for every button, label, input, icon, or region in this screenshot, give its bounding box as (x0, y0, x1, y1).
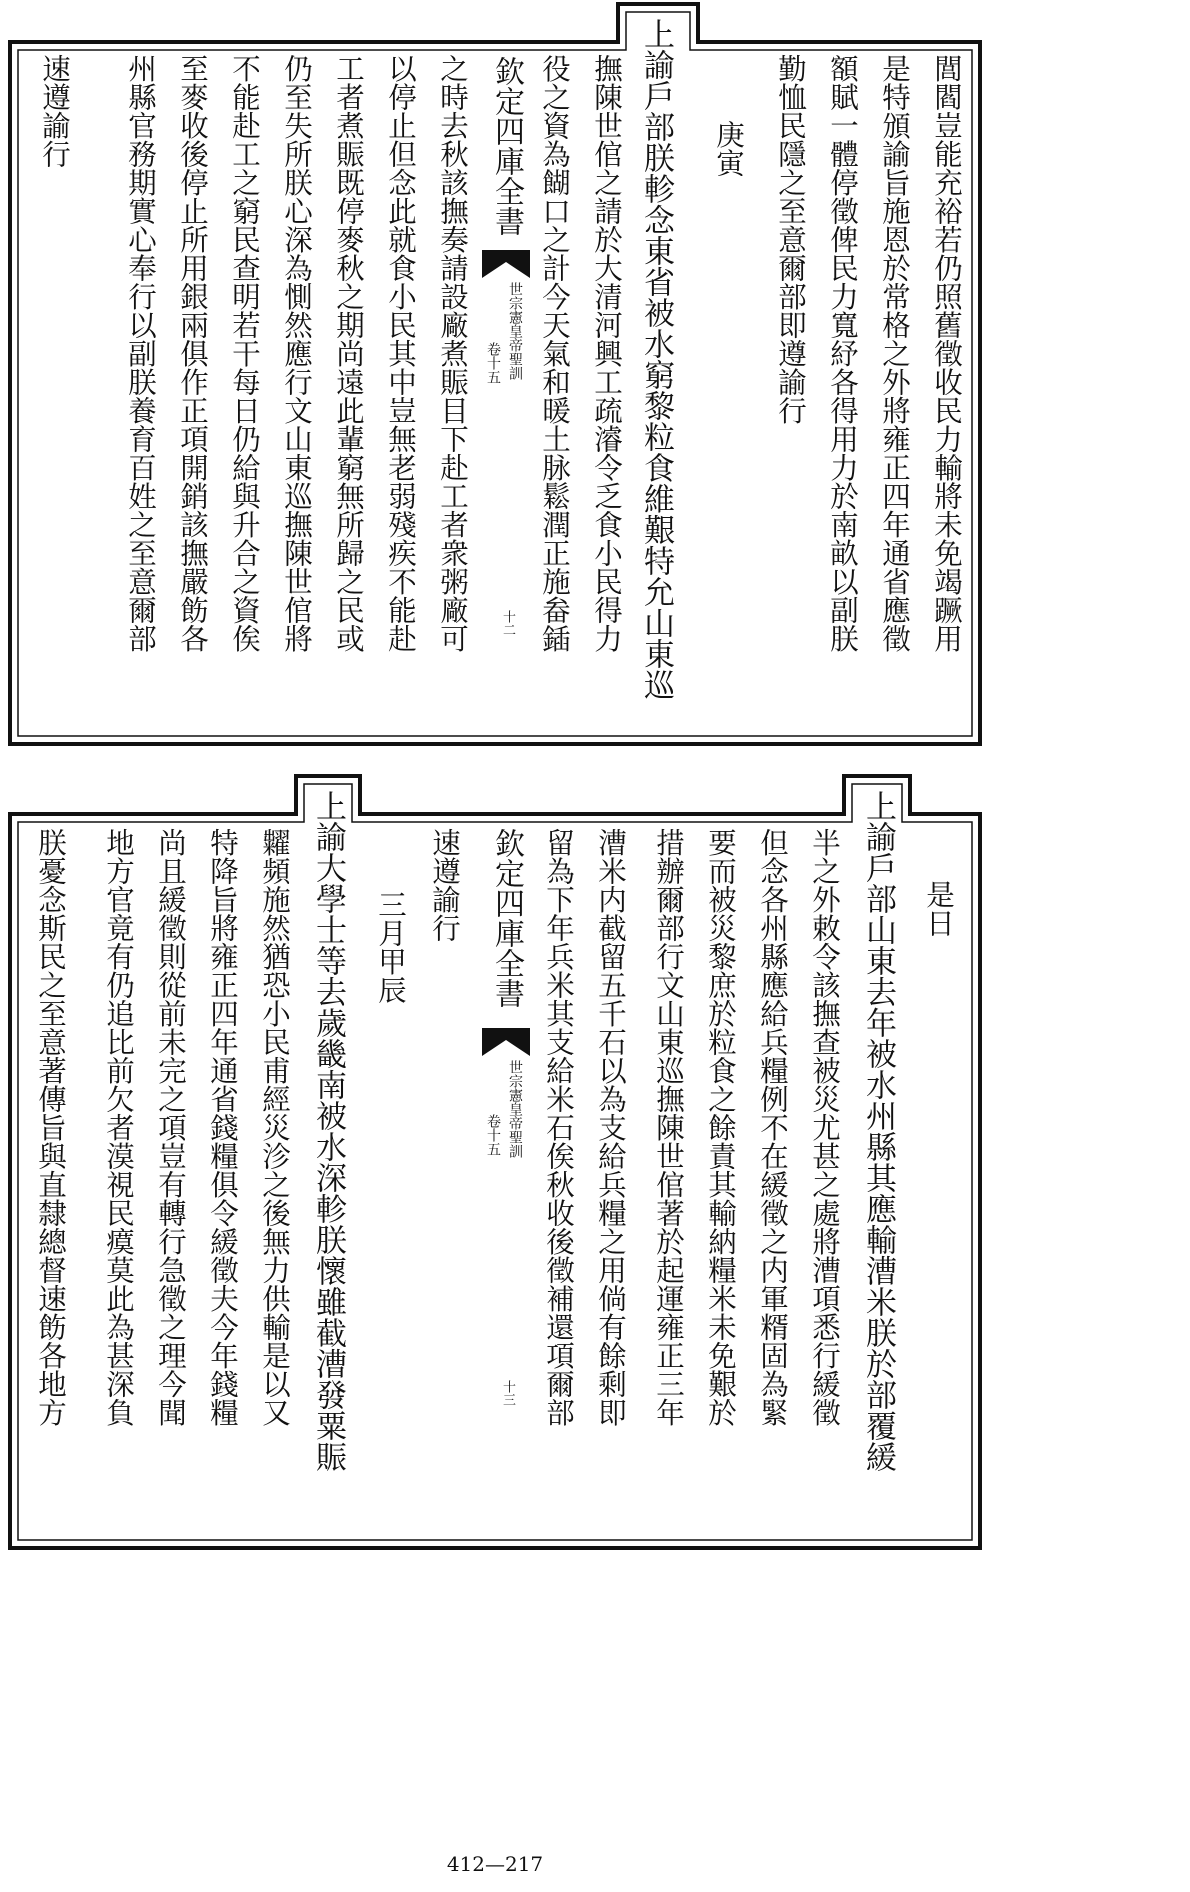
bottom-col-10: 三月甲辰 (374, 890, 407, 1004)
top-band-volume: 卷十五 (485, 342, 501, 384)
top-band-page-number: 十二 (500, 610, 515, 636)
top-page (8, 0, 982, 770)
top-col-1: 閭閻豈能充裕若仍照舊徵收民力輸將未免竭蹶用 (930, 54, 963, 653)
bottom-col-12: 糶頻施然猶恐小民甫經災沴之後無力供輸是以又 (258, 828, 291, 1427)
top-col-14: 至麥收後停止所用銀兩俱作正項開銷該撫嚴飭各 (176, 54, 209, 653)
bottom-col-16: 朕憂念斯民之至意著傳旨與直隸總督速飭各地方 (34, 828, 67, 1427)
bottom-band-page-number: 十三 (500, 1380, 515, 1406)
top-col-13: 不能赴工之窮民查明若干每日仍給與升合之資俟 (228, 54, 261, 653)
top-band-subtitle: 世宗憲皇帝聖訓 (507, 282, 523, 380)
top-col-16: 速遵諭行 (38, 54, 71, 168)
bottom-col-13: 特降旨將雍正四年通省錢糧俱令緩徵夫今年錢糧 (206, 828, 239, 1427)
top-col-7: 撫陳世倌之請於大清河興工疏濬令乏食小民得力 (590, 54, 623, 653)
top-center-band (478, 50, 534, 736)
top-col-12: 仍至失所朕心深為惻然應行文山東巡撫陳世倌將 (280, 54, 313, 653)
top-col-10: 以停止但念此就食小民其中豈無老弱殘疾不能赴 (384, 54, 417, 653)
bottom-band-title: 欽定四庫全書 (489, 828, 524, 1008)
bottom-col-2: 上諭戶部山東去年被水州縣其應輸漕米朕於部覆緩 (860, 790, 896, 1472)
page-footer-number: 412—217 (446, 1852, 544, 1876)
bottom-col-4: 但念各州縣應給兵糧例不在緩徵之内軍糈固為緊 (756, 828, 789, 1427)
bottom-col-15: 地方官竟有仍追比前欠者漠視民瘼莫此為甚深負 (102, 828, 135, 1427)
top-band-title: 欽定四庫全書 (489, 56, 524, 236)
bottom-band-volume: 卷十五 (485, 1114, 501, 1156)
bottom-col-6: 措辦爾部行文山東巡撫陳世倌著於起運雍正三年 (652, 828, 685, 1427)
top-col-2: 是特頒諭旨施恩於常格之外將雍正四年通省應徵 (878, 54, 911, 653)
top-col-3: 額賦一體停徵俾民力寬紓各得用力於南畝以副朕 (826, 54, 859, 653)
bottom-col-5: 要而被災黎庶於粒食之餘責其輸納糧米未免艱於 (704, 828, 737, 1427)
bottom-center-band (478, 824, 534, 1544)
top-col-15: 州縣官務期實心奉行以副朕養育百姓之至意爾部 (124, 54, 157, 653)
bottom-col-9: 速遵諭行 (428, 828, 461, 942)
bottom-col-8: 留為下年兵米其支給米石俟秋收後徵補還項爾部 (542, 828, 575, 1427)
bottom-band-subtitle: 世宗憲皇帝聖訓 (507, 1060, 523, 1158)
top-col-5: 庚寅 (712, 120, 745, 177)
bottom-col-14: 尚且緩徵則從前未完之項豈有轉行急徵之理今聞 (154, 828, 187, 1427)
top-col-4: 勤恤民隱之至意爾部即遵諭行 (774, 54, 807, 425)
bottom-col-3: 半之外敕令該撫查被災尤甚之處將漕項悉行緩徵 (808, 828, 841, 1427)
top-col-8: 役之資為餬口之計今天氣和暖土脉鬆潤正施畚鍤 (538, 54, 571, 653)
top-col-6: 上諭戶部朕軫念東省被水窮黎粒食維艱特允山東巡 (638, 18, 674, 700)
top-col-11: 工者煮賑既停麥秋之期尚遠此輩窮無所歸之民或 (332, 54, 365, 653)
bottom-col-11: 上諭大學士等去歲畿南被水深軫朕懷雖截漕發粟賑 (310, 790, 346, 1472)
bottom-col-1: 是日 (922, 880, 955, 937)
top-col-9: 之時去秋該撫奏請設廠煮賑目下赴工者衆粥廠可 (436, 54, 469, 653)
bottom-col-7: 漕米内截留五千石以為支給兵糧之用倘有餘剩即 (594, 828, 627, 1427)
